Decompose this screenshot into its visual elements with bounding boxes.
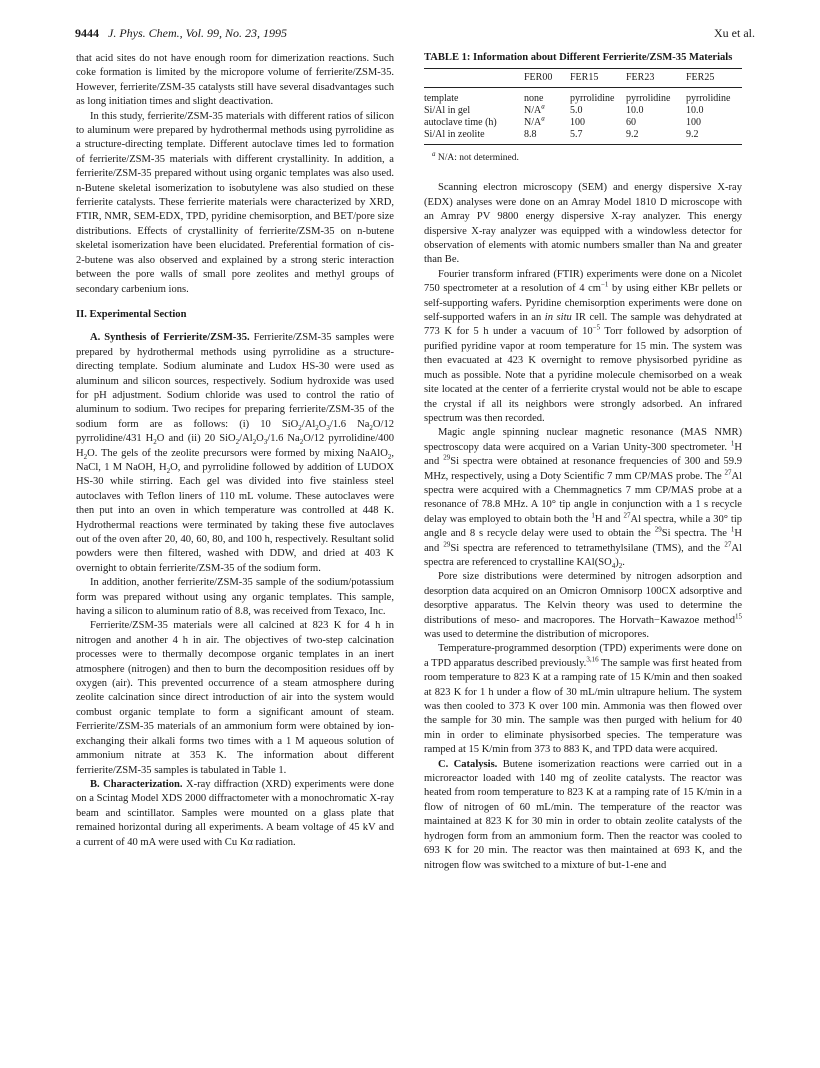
table-row: template none pyrrolidine pyrrolidine pyrrolidine: [424, 93, 731, 104]
table-header-row: [424, 69, 742, 88]
right-column: [424, 52, 742, 873]
column-header: FER23: [626, 69, 686, 88]
paragraph: Scanning electron microscopy (SEM) and energy dispersive X-ray (EDX) analyses were done on an Amray Model 1810 D microscope with an Amray PV 9800 energy dispersive X-ray analyzer. This energy dispersive X-ray analyzer was equipped with a windowless detector for observation of elements with atomic numbers smaller than Na and greater than Be.: [424, 182, 742, 266]
paragraph: Magic angle spinning nuclear magnetic resonance (MAS NMR) spectroscopy data were acquired on a Varian Unity-300 spectrometer. $^1$H and $^{29}$Si spectra were obtained at resonance frequencies of 300 and 59.9 MHz, respectively, using a Doty Scientific 7 mm CP/MAS probe. The $^{27}$Al spectra were acquired with a Chemmagnetics 7 mm CP/MAS probe at a resonance of 78.8 MHz. A 10° tip angle in conjunction with a 1 s recycle delay was employed to obtain both the $^1$H and $^{27}$Al spectra, while a 30° tip angle and 8 s recycle delay were used to obtain the $^{29}$Si spectra. The $^1$H and $^{29}$Si spectra are referenced to tetramethylsilane (TMS), and the $^{27}$Al spectra are referenced to crystalline $KAl(SO_4)_2$.: [424, 427, 743, 571]
subsection-heading: C. Catalysis.: [438, 758, 498, 770]
subsection-heading: B. Characterization.: [90, 778, 183, 790]
table-title: TABLE 1: Information about Different Ferrierite/ZSM-35 Materials: [424, 52, 733, 63]
table-row: Si/Al in zeolite 8.8 5.7 9.2 9.2: [424, 129, 742, 145]
journal-citation: J. Phys. Chem., Vol. 99, No. 23, 1995: [108, 26, 287, 40]
paragraph: Pore size distributions were determined by nitrogen adsorption and desorption data acquired on an Omicron Omnisorp 100CX adsorptive and desorptive apparatus. The Kelvin theory was used to determine the distributions of meso- and macropores. The Horvath−Kawazoe method$^{15}$ was used to determine the distribution of micropores.: [424, 571, 742, 640]
paragraph: A. Synthesis of Ferrierite/ZSM-35. Ferrierite/ZSM-35 samples were prepared by hydrothermal methods using pyrrolidine as a structure-directing template. Sodium aluminate and Ludox HS-30 were used as aluminum and silicon sources, respectively. Sodium hydroxide was used for pH adjustment. Sodium chloride was used to control the ratio of aluminum to sodium. Two recipes for preparing ferrierite/ZSM-35 of the sodium form are as follows: (i) 10 $SiO_2/Al_2O_3/1.6$ $Na_2O/12$ pyrrolidine/431 $H_2O$ and (ii) 20 $SiO_2/Al_2O_3/1.6$ $Na_2O/12$ pyrrolidine/400 $H_2O$. The gels of the zeolite precursors were formed by mixing NaAlO$_2$, NaCl, 1 M NaOH, $H_2O$, and pyrrolidine followed by addition of LUDOX HS-30 while stirring. Each gel was divided into five stainless steel autoclaves with Teflon liners of 110 mL volume. These autoclaves were then put into an oven in which temperature was controlled at 448 K. Hydrothermal reactions were terminated by taking these five autoclaves out of the oven after 20, 40, 60, 80, and 100 h, respectively. Resultant solid powders were then filtered, washed with DDW, and dried at 403 K overnight to obtain ferrierite/ZSM-35 of the sodium form.: [76, 332, 394, 574]
subsection-heading: A. Synthesis of Ferrierite/ZSM-35.: [90, 332, 250, 344]
page-number: 9444: [75, 26, 99, 40]
table-footnote: $^a$ N/A: not determined.: [432, 149, 519, 163]
running-authors: Xu et al.: [714, 26, 755, 40]
table-row: Si/Al in gel $N/A^a$ 5.0 10.0 10.0: [424, 102, 704, 116]
column-header: FER00: [524, 69, 570, 88]
paragraph: B. Characterization. X-ray diffraction (XRD) experiments were done on a Scintag Model XDS 2000 diffractometer with a monochromatic X-ray beam and scintillator. Samples were mounted on a glass plate that remained horizontal during all experiments. A beam voltage of 45 kV and a current of 40 mA were used with Cu Kα radiation.: [76, 778, 394, 848]
table-row: autoclave time (h) $N/A^a$ 100 60 100: [424, 114, 701, 128]
data-table: [424, 68, 742, 145]
paragraph: Fourier transform infrared (FTIR) experiments were done on a Nicolet 750 spectrometer at a resolution of 4 $cm^{-1}$ by using either KBr pellets or self-supporting wafers. Pyridine chemisorption experiments were done on self-supported wafers in an in situ IR cell. The sample was dehydrated at 773 K for 5 h under a vacuum of $10^{-5}$ Torr followed by adsorption of purified pyridine vapor at room temperature for 15 min. The system was then evacuated at 423 K overnight to remove physisorbed pyridine as much as possible. Note that a pyridine molecule chemisorbed on a weak site located at the center of a ferrierite crystal would not be able to escape the crystal if all its neighbors were strongly adsorbed. An infrared spectrum was then recorded.: [424, 268, 742, 424]
paragraph: In this study, ferrierite/ZSM-35 materials with different ratios of silicon to aluminum were prepared by hydrothermal methods using pyrrolidine as a structure-directing template. Different autoclave times led to formation of ferrierite/ZSM-35 materials with different crystallinity. In addition, a ferrierite/ZSM-35 prepared without using organic templates was also used. n-Butene skeletal isomerization to isobutylene was also studied on these ferrierite catalysts. These ferrierite materials were characterized by XRD, FTIR, NMR, SEM-EDX, TPD, pyridine chemisorption, and BET/pore size distributions. Effects of crystallinity of ferrierite/ZSM-35 on n-butene skeletal isomerization have been elucidated. Preferential formation of cis-2-butene was also observed and explained by a strong steric interaction between the pore walls of small pore zeolites and methyl groups of secondary carbenium ions.: [76, 110, 394, 295]
paragraph: Ferrierite/ZSM-35 materials were all calcined at 823 K for 4 h in nitrogen and another 4 h in air. The objectives of two-step calcination processes were to thermally decompose organic templates in an inert atmosphere (nitrogen) and then to burn the decomposition residues off by oxygen (air). This prevented occurrence of a steam atmosphere during zeolite calcination since direct introduction of air into the system would combust organic template to form a significant amount of steam. Ferrierite/ZSM-35 materials of an ammonium form were obtained by ion-exchanging their alkali forms two times with a 1 M aqueous solution of ammonium nitrate at 353 K. The information about different ferrierite/ZSM-35 samples is tabulated in Table 1.: [76, 620, 394, 776]
paragraph: C. Catalysis. Butene isomerization reactions were carried out in a microreactor loaded with 140 mg of zeolite catalysts. The reactor was heated from room temperature to 823 K at a ramping rate of 15 K/min in a flow of nitrogen of 60 mL/min. The temperature of the reactor was maintained at 823 K for 30 min in order to obtain zeolite catalysts of the hydrogen form from an ammonium form. Then the reactor was cooled to 693 K for 20 min. The reactor was then maintained at 693 K, and the nitrogen flow was switched to a mixture of but-1-ene and: [424, 758, 742, 871]
paragraph: that acid sites do not have enough room for dimerization reactions. Such coke formation is limited by the micropore volume of ferrierite/ZSM-35. However, ferrierite/ZSM-35 catalysts still have several disadvantages such as long initiation times and slight deactivation.: [76, 53, 394, 108]
column-header: FER15: [570, 69, 626, 88]
paragraph: Temperature-programmed desorption (TPD) experiments were done on a TPD apparatus described previously.$^{3,16}$ The sample was first heated from room temperature to 823 K at a ramping rate of 15 K/min and then soaked at 823 K for 1 h under a flow of 30 mL/min ultrapure helium. The system was then cooled to 373 K over 100 min. Ammonia was then flowed over the sample for 30 min. The sample was then purged with helium for 40 min in order to eliminate physisorbed species. The temperature was ramped at 15 K/min from 373 to 883 K, and TPD data were acquired.: [424, 643, 742, 756]
left-column: [76, 52, 394, 850]
section-heading: II. Experimental Section: [76, 308, 187, 320]
column-header: FER25: [686, 69, 742, 88]
paragraph: In addition, another ferrierite/ZSM-35 sample of the sodium/potassium form was prepared without using any organic templates. This sample, having a silicon to aluminum ratio of 8.8, was received from Texaco, Inc.: [76, 577, 394, 618]
page-header: [75, 26, 755, 42]
